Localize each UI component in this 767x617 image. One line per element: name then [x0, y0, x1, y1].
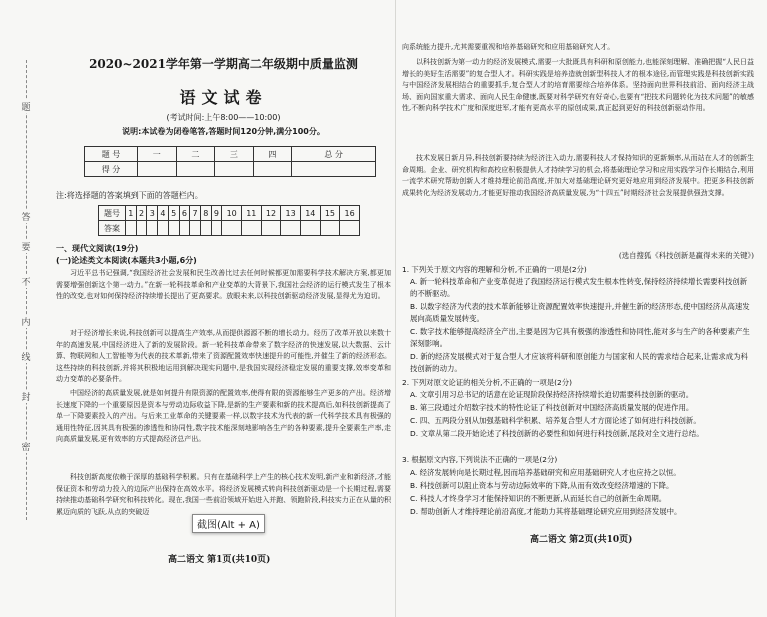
page-footer: 高二语文 第2页(共10页) — [530, 535, 633, 545]
table-cell[interactable] — [215, 162, 254, 177]
option-b[interactable]: B. 第三段通过介绍数字技术的特性论证了科技创新对中国经济高质量发展的促进作用。 — [410, 403, 694, 412]
table-cell: 16 — [340, 206, 360, 221]
table-cell: 题 号 — [85, 147, 138, 162]
option-c[interactable]: C. 科技人才终身学习才能保持知识的不断更新,从而延长自己的创新生命周期。 — [410, 494, 667, 503]
table-cell[interactable] — [176, 162, 215, 177]
table-cell: 一 — [138, 147, 177, 162]
page-fold-line — [395, 0, 396, 617]
table-cell[interactable] — [253, 162, 292, 177]
table-row — [99, 206, 360, 221]
table-cell: 11 — [241, 206, 261, 221]
binding-char: 不 — [13, 275, 39, 288]
option-a[interactable]: A. 新一轮科技革命和产业变革促进了我国经济运行模式发生根本性转变,保持经济持续增长需要科技创新的不断驱动。 — [410, 277, 748, 298]
table-cell: 得 分 — [85, 162, 138, 177]
option-d[interactable]: D. 文章从第二段开始论述了科技创新的必要性和如何进行科技创新,尾段对全文进行总结。 — [410, 429, 704, 438]
binding-margin — [10, 60, 44, 520]
question-3: 3. 根据原文内容,下列说法不正确的一项是(2分) — [402, 455, 558, 464]
option-c[interactable]: C. 四、五两段分别从加强基础科学积累、培养复合型人才方面论述了如何进行科技创新。 — [410, 416, 701, 425]
question-2: 2. 下列对原文论证的相关分析,不正确的一项是(2分) — [402, 378, 573, 387]
answer-cell[interactable] — [190, 221, 201, 236]
answer-cell[interactable] — [241, 221, 261, 236]
passage-paragraph: 中国经济的高质量发展,就是如何提升有限资源的配置效率,使得有限的资源能够生产更多的产出。经济增长速度下降的一个重要原因是资本与劳动边际收益下降,是新的生产要素和新的技术提高后,如科技创新提高了单一下降要素投入的产出。与后来工业革命的关键要素一样,以数字技术为代表的新一代科学技术具有极强的通用性特征,因其具有极强的渗透性和协同性,数字技术能深刻地影响各生产的各种要素,提升全要素生产率,走向高质量发展,更有效率的方式提高经济总产出。 — [56, 389, 391, 444]
exam-time: (考试时间:上午8:00——10:00) — [166, 113, 281, 122]
option-d[interactable]: D. 帮助创新人才维持理论前沿高度,才能助力其将基础理论研究应用到经济发展中。 — [410, 507, 682, 516]
table-row — [85, 162, 376, 177]
passage-paragraph: 习近平总书记强调,“我国经济社会发展和民生改善比过去任何时候都更加需要科学技术解决方案,都更加需要增强创新这个第一动力。”在新一轮科技革命和产业变革的大背景下,我国社会经济的运行模式发生了根本性的改变,也对如何保持经济持续增长提出了更高要求。放眼未来,以科技创新驱动经济发展,显得尤为迫切。 — [56, 269, 391, 301]
table-cell: 二 — [176, 147, 215, 162]
table-cell[interactable] — [138, 162, 177, 177]
subsection-heading: (一)论述类文本阅读(本题共3小题,6分) — [56, 256, 197, 265]
answer-cell[interactable] — [179, 221, 190, 236]
table-cell: 15 — [320, 206, 340, 221]
passage-paragraph: 对于经济增长来说,科技创新可以提高生产效率,从而提供源源不断的增长动力。经历了改革开放以来数十年的高速发展,中国经济进入了新的发展阶段。新一轮科技革命带来了数字经济的快速发展,以大数据、云计算、物联网和人工智能等为代表的技术革新,带来了资源配置效率快速提升的可能性,并催生了新的经济形态。这些持续的科技创新,并将其积极地运用到解决现实问题中,是我国实现经济稳定发展的重要支撑,效率变革和动力变革的必要条件。 — [56, 329, 391, 384]
answer-cell[interactable] — [320, 221, 340, 236]
answer-cell[interactable] — [300, 221, 320, 236]
binding-char: 密 — [13, 440, 39, 453]
option-b[interactable]: B. 以数字经济为代表的技术革新能够让资源配置效率快速提升,并催生新的经济形态,使中国经济从高速发展向高质量发展转变。 — [410, 302, 750, 323]
passage-paragraph: 以科技创新为第一动力的经济发展模式,需要一大批既具有科研和原创能力,也能深刻理解、准确把握“人民日益增长的美好生活需要”的复合型人才。科研实践是培养造就创新型科技人才的根本途径,而管理实践是科技创新实践与中国经济发展相结合的重要抓手,复合型人才的培育需要综合培养体系。坚持面向世界科技前沿、面向经济主战场、面向国家重大需求、面向人民生命健康,既要对科学研究有好奇心,也要有“把技术问题转化为技术问题”的敏感性,不断向科学技术广度和深度进军,才能有更高水平的原创成果,真正起到更好的科技创新驱动作用。 — [402, 58, 754, 113]
answer-table — [98, 205, 360, 236]
source-credit: (选自搜狐《科技创新是赢得未来的关键》) — [618, 251, 754, 260]
passage-paragraph: 向系统能力提升,尤其需要重视和培养基础研究和应用基础研究人才。 — [402, 43, 615, 51]
table-cell: 3 — [147, 206, 158, 221]
table-cell: 14 — [300, 206, 320, 221]
table-cell: 2 — [136, 206, 147, 221]
table-cell: 7 — [190, 206, 201, 221]
answer-cell[interactable] — [340, 221, 360, 236]
table-cell: 三 — [215, 147, 254, 162]
option-a[interactable]: A. 经济发展转向是长期过程,因而培养基础研究和应用基础研究人才也应持之以恒。 — [410, 468, 681, 477]
answer-cell[interactable] — [222, 221, 242, 236]
section-heading: 一、现代文阅读(19分) — [56, 244, 139, 253]
option-a[interactable]: A. 文章引用习总书记的话意在论证现阶段保持经济持续增长迫切需要科技创新的驱动。 — [410, 390, 694, 399]
score-table — [84, 146, 376, 177]
answer-cell[interactable] — [211, 221, 222, 236]
answer-cell[interactable] — [281, 221, 301, 236]
table-row — [99, 221, 360, 236]
binding-char: 答 — [13, 210, 39, 223]
option-b[interactable]: B. 科技创新可以阻止资本与劳动边际效率的下降,从而有效改变经济增速的下降。 — [410, 481, 674, 490]
table-cell: 4 — [158, 206, 169, 221]
page-footer: 高二语文 第1页(共10页) — [168, 555, 271, 565]
table-cell: 题号 — [99, 206, 126, 221]
answer-note: 注:将选择题的答案填到下面的答题栏内。 — [56, 191, 203, 200]
table-cell[interactable] — [292, 162, 376, 177]
answer-cell[interactable] — [168, 221, 179, 236]
binding-char: 要 — [13, 240, 39, 253]
answer-cell[interactable] — [261, 221, 281, 236]
answer-cell[interactable] — [147, 221, 158, 236]
table-cell: 10 — [222, 206, 242, 221]
paper-title: 语文试卷 — [179, 88, 268, 107]
exam-instructions: 说明:本试卷为闭卷笔答,答题时间120分钟,满分100分。 — [122, 127, 325, 136]
option-c[interactable]: C. 数字技术能够提高经济全产出,主要是因为它具有极强的渗透性和协同性,能对多与生产的各种要素产生深刻影响。 — [410, 327, 750, 348]
answer-cell[interactable] — [136, 221, 147, 236]
table-cell: 13 — [281, 206, 301, 221]
table-cell: 答案 — [99, 221, 126, 236]
table-cell: 8 — [200, 206, 211, 221]
answer-cell[interactable] — [126, 221, 137, 236]
table-cell: 12 — [261, 206, 281, 221]
table-cell: 总 分 — [292, 147, 376, 162]
passage-paragraph: 科技创新高度依赖于深厚的基础科学积累。只有在基础科学上产生的核心技术发明,新产业和新经济,才能保证资本和劳动力投入的边际产出保持在高效水平。将经济发展模式转向科技创新驱动是一个长期过程,需要持续推动基础科学研究和科技转化。现在,我国一些前沿领域开始进入并跑、领跑阶段,科技实力正在从量的积累迈向质的飞跃,从点的突破迈 — [56, 473, 391, 516]
option-d[interactable]: D. 新的经济发展模式对于复合型人才应该将科研和原创能力与国家和人民的需求结合起来,让需求成为科技创新的动力。 — [410, 352, 748, 373]
exam-title: 2020~2021学年第一学期高二年级期中质量监测 — [89, 57, 358, 71]
binding-char: 题 — [13, 100, 39, 113]
answer-cell[interactable] — [158, 221, 169, 236]
binding-char: 封 — [13, 390, 39, 403]
question-1: 1. 下列关于原文内容的理解和分析,不正确的一项是(2分) — [402, 265, 587, 274]
binding-char: 内 — [13, 315, 39, 328]
passage-paragraph: 技术发展日新月异,科技创新要持续为经济注入动力,需要科技人才保持知识的更新频率,从而站在人才的创新生命周期。企业、研究机构和高校应积极提供人才持续学习的机会,将基础理论学习和应用实践学习作长期结合,利用一流学术研究帮助创新人才维持理论前沿高度,并加大对基础理论研究更好地应用到经济发展中。把更多科技创新成果转化为经济发展动力,才能更好推动我国经济高质量发展,为“十四五”时期经济社会发展提供强劲支撑。 — [402, 154, 754, 197]
table-cell: 9 — [211, 206, 222, 221]
table-cell: 四 — [253, 147, 292, 162]
binding-char: 线 — [13, 350, 39, 363]
table-row — [85, 147, 376, 162]
answer-cell[interactable] — [200, 221, 211, 236]
table-cell: 6 — [179, 206, 190, 221]
table-cell: 5 — [168, 206, 179, 221]
screenshot-tooltip: 截图(Alt + A) — [192, 514, 265, 533]
table-cell: 1 — [126, 206, 137, 221]
